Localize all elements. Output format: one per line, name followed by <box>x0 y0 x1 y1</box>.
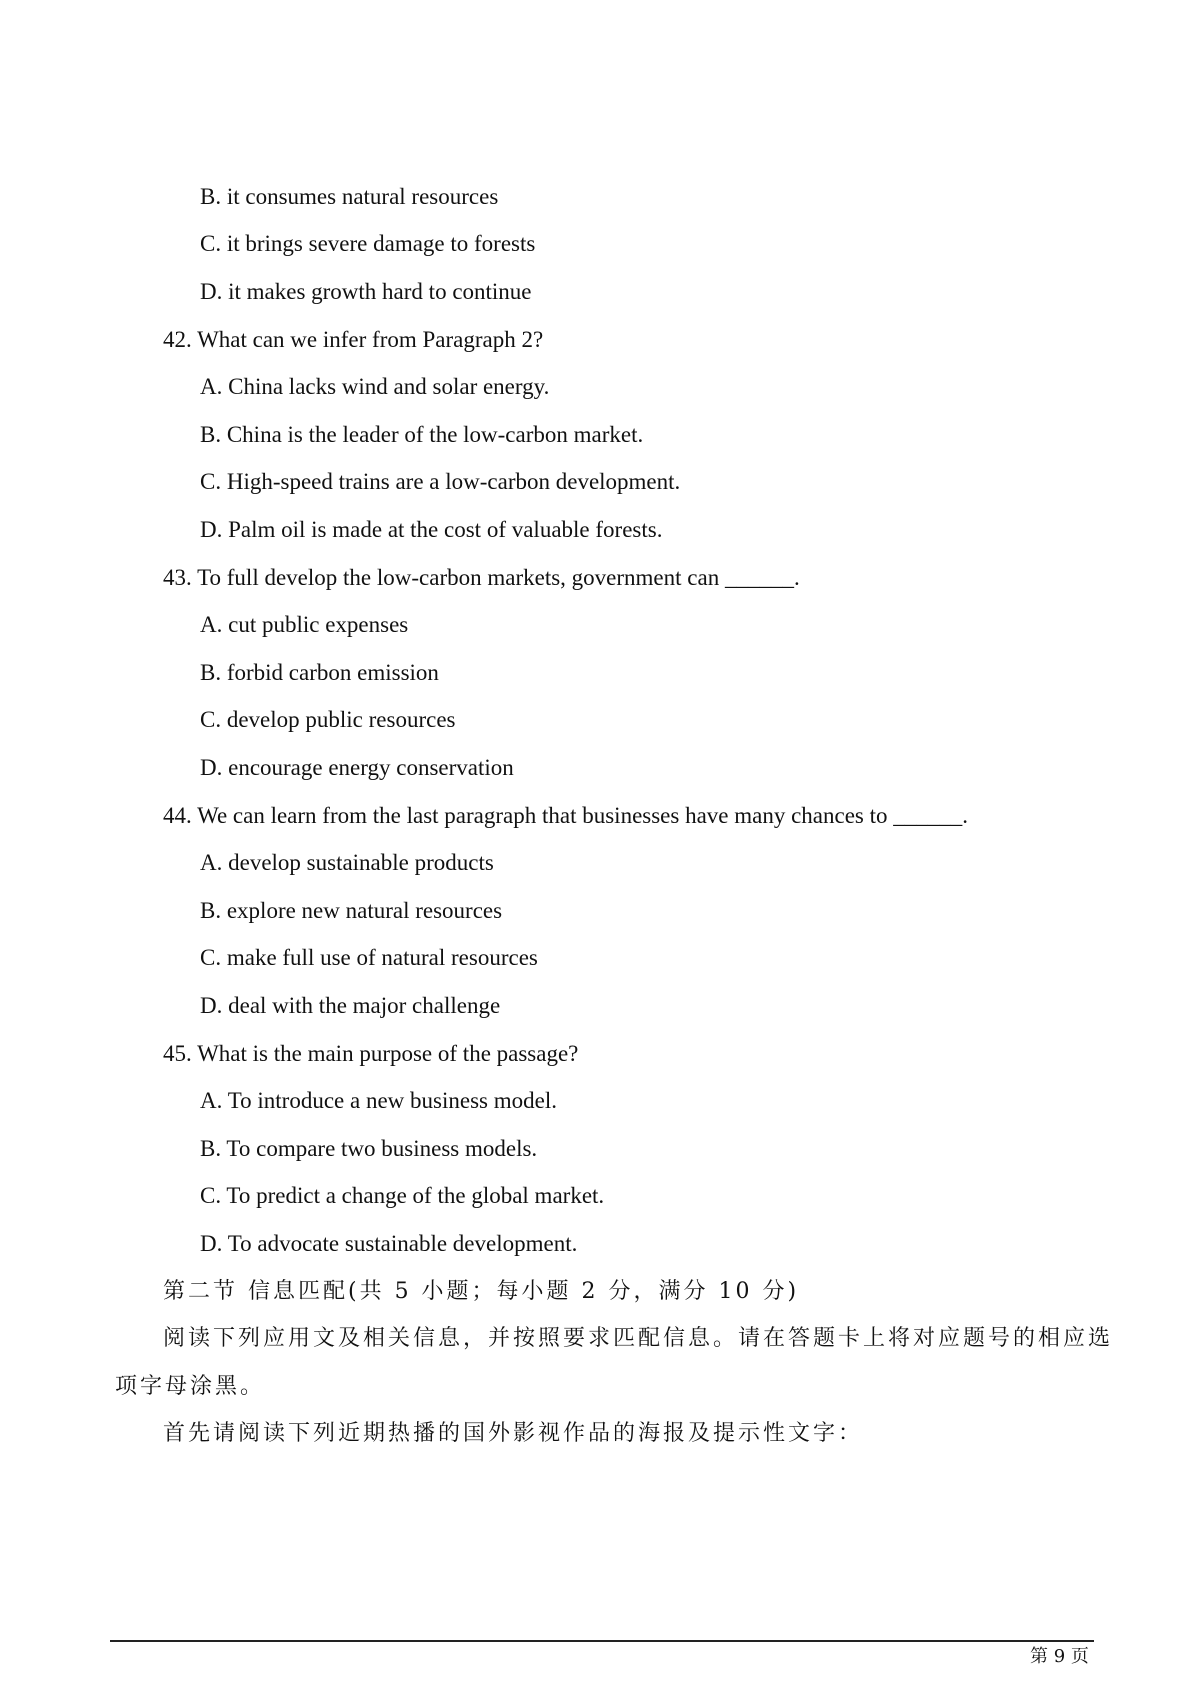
q45-stem: 45. What is the main purpose of the passage? <box>163 1041 579 1066</box>
q44-option-b: B. explore new natural resources <box>200 898 503 923</box>
q45-option-c: C. To predict a change of the global market. <box>200 1183 605 1208</box>
q45-option-d: D. To advocate sustainable development. <box>200 1231 578 1256</box>
q45-option-a: A. To introduce a new business model. <box>200 1088 557 1113</box>
q43-stem: 43. To full develop the low-carbon markets, government can ______. <box>163 565 800 590</box>
q42-option-d: D. Palm oil is made at the cost of valuable forests. <box>200 517 663 542</box>
q44-option-a: A. develop sustainable products <box>200 850 494 875</box>
q41-option-d: D. it makes growth hard to continue <box>200 279 532 304</box>
section2-lead-in: 首先请阅读下列近期热播的国外影视作品的海报及提示性文字： <box>163 1421 864 1446</box>
q42-stem: 42. What can we infer from Paragraph 2? <box>163 327 544 352</box>
q41-option-c: C. it brings severe damage to forests <box>200 231 536 256</box>
section2-heading: 第二节 信息匹配(共 5 小题；每小题 2 分，满分 10 分) <box>163 1279 800 1304</box>
footer-divider <box>110 1640 1094 1642</box>
q43-option-a: A. cut public expenses <box>200 612 409 637</box>
q43-option-c: C. develop public resources <box>200 707 456 732</box>
q41-option-b: B. it consumes natural resources <box>200 184 499 209</box>
q42-option-c: C. High-speed trains are a low-carbon development. <box>200 469 681 494</box>
page-number: 第 9 页 <box>1030 1646 1089 1667</box>
q44-option-d: D. deal with the major challenge <box>200 993 501 1018</box>
q42-option-b: B. China is the leader of the low-carbon market. <box>200 422 644 447</box>
q43-option-b: B. forbid carbon emission <box>200 660 439 685</box>
q43-option-d: D. encourage energy conservation <box>200 755 514 780</box>
section2-instruction-line2: 项字母涂黑。 <box>115 1374 266 1399</box>
section2-instruction-line1: 阅读下列应用文及相关信息，并按照要求匹配信息。请在答题卡上将对应题号的相应选 <box>163 1326 1114 1351</box>
q44-option-c: C. make full use of natural resources <box>200 945 538 970</box>
q44-stem: 44. We can learn from the last paragraph that businesses have many chances to ______. <box>163 803 969 828</box>
q45-option-b: B. To compare two business models. <box>200 1136 538 1161</box>
q42-option-a: A. China lacks wind and solar energy. <box>200 374 550 399</box>
